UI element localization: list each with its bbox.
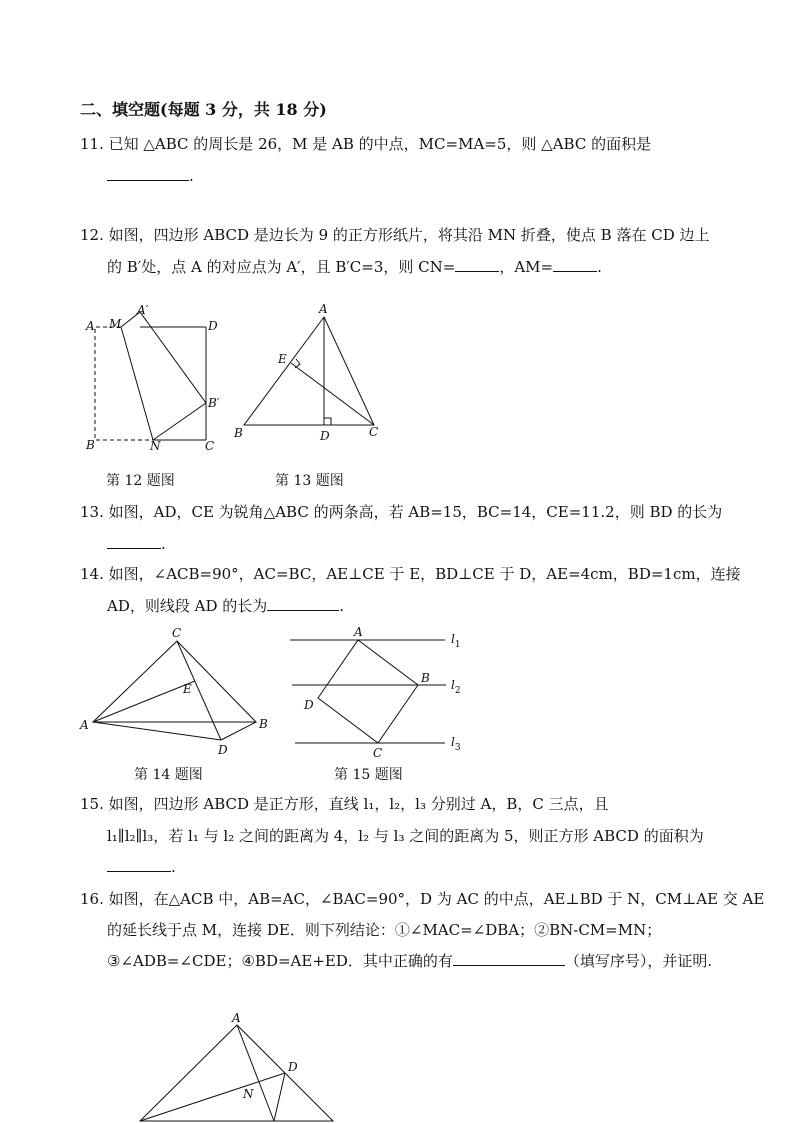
- fig13-label-B: B: [234, 426, 243, 440]
- fig14-label-D: D: [218, 743, 228, 757]
- fig15-label-D: D: [304, 698, 314, 712]
- fig13-label-E: E: [278, 352, 287, 366]
- fig12-label-N: N: [150, 439, 161, 453]
- fig12-label-A: A: [86, 319, 95, 333]
- fig12-label-A1: A′: [137, 303, 149, 317]
- fig16-label-D: D: [288, 1060, 298, 1074]
- question-13-line2: .: [107, 534, 166, 554]
- figure-13-caption: 第 13 题图: [275, 473, 344, 489]
- question-15-line1: 15. 如图，四边形 ABCD 是正方形，直线 l₁，l₂，l₃ 分别过 A，B，C 三点，且: [80, 795, 609, 813]
- fig12-label-D: D: [208, 319, 218, 333]
- figure-14-caption: 第 14 题图: [134, 767, 203, 783]
- question-15-line2: l₁∥l₂∥l₃，若 l₁ 与 l₂ 之间的距离为 4，l₂ 与 l₃ 之间的距离为 5，则正方形 ABCD 的面积为: [107, 827, 704, 845]
- fig15-label-l3: $l_3$: [451, 735, 461, 753]
- fig13-label-A: A: [319, 302, 328, 316]
- fig13-label-C: C: [369, 425, 379, 439]
- fig14-label-B: B: [259, 717, 268, 731]
- section-header: 二、填空题(每题 3 分，共 18 分): [80, 100, 327, 119]
- fig12-label-B1: B′: [208, 396, 220, 410]
- question-16-line2: 的延长线于点 M，连接 DE．则下列结论：①∠MAC=∠DBA；②BN-CM=MN；: [107, 921, 662, 939]
- fig15-label-A: A: [354, 625, 363, 639]
- fig14-label-C: C: [172, 626, 182, 640]
- question-12-line2: 的 B′处，点 A 的对应点为 A′，且 B′C=3，则 CN= ，AM= .: [107, 258, 602, 276]
- fig16-label-A: A: [232, 1011, 241, 1025]
- fig13-label-D: D: [320, 429, 330, 443]
- fig16-label-N: N: [243, 1087, 254, 1101]
- figure-12-caption: 第 12 题图: [106, 473, 175, 489]
- question-16-line3: ③∠ADB=∠CDE；④BD=AE+ED．其中正确的有 （填写序号），并证明.: [107, 952, 713, 970]
- fig12-label-B: B: [86, 438, 95, 452]
- question-11-line2: .: [107, 166, 194, 186]
- question-13-line1: 13. 如图，AD，CE 为锐角△ABC 的两条高，若 AB=15，BC=14，CE=11.2，则 BD 的长为: [80, 503, 723, 521]
- fig15-label-l2: $l_2$: [451, 678, 461, 696]
- figure-15-caption: 第 15 题图: [334, 767, 403, 783]
- question-14-line2: AD，则线段 AD 的长为 .: [107, 597, 345, 615]
- question-11-line1: 11. 已知 △ABC 的周长是 26，M 是 AB 的中点，MC=MA=5，则 △ABC 的面积是: [80, 135, 652, 153]
- fig12-label-C: C: [205, 439, 215, 453]
- question-12-line1: 12. 如图，四边形 ABCD 是边长为 9 的正方形纸片，将其沿 MN 折叠，使点 B 落在 CD 边上: [80, 226, 710, 244]
- question-16-line1: 16. 如图，在△ACB 中，AB=AC，∠BAC=90°，D 为 AC 的中点，AE⊥BD 于 N，CM⊥AE 交 AE: [80, 890, 765, 908]
- question-14-line1: 14. 如图，∠ACB=90°，AC=BC，AE⊥CE 于 E，BD⊥CE 于 D，AE=4cm，BD=1cm，连接: [80, 565, 741, 583]
- fig15-label-l1: $l_1$: [451, 632, 461, 650]
- fig15-label-B: B: [421, 671, 430, 685]
- fig14-label-A: A: [80, 718, 89, 732]
- fig15-label-C: C: [373, 746, 383, 760]
- fig12-label-M: M: [109, 317, 122, 331]
- question-15-line3: .: [107, 857, 176, 877]
- fig14-label-E: E: [183, 682, 192, 696]
